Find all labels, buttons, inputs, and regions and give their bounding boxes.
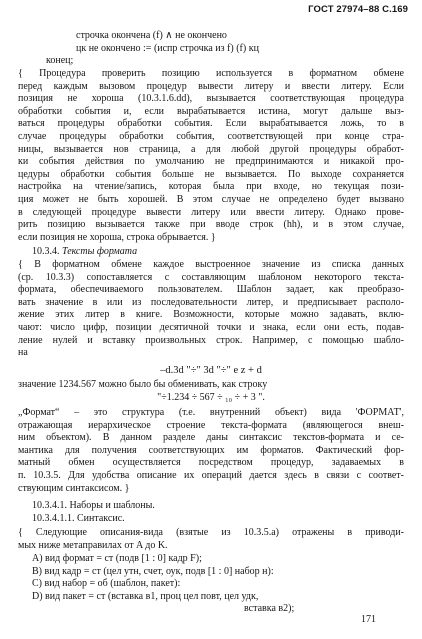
rule-line: B) вид кадр = ст (цел утн, счет, оук, подв [1 : 0] набор н): (32, 565, 274, 577)
metarules-list (18, 553, 404, 616)
rule-line: A) вид формат = ст (подв [1 : 0] кадр F); (32, 553, 202, 564)
text-line: вать значение в или из последовательности литер, и предписывает располо- (18, 296, 404, 308)
text-line: ним объектом). В данном разделе даны синтаксис текстов-формата и се- (18, 432, 404, 444)
text-line: ки события действия по умолчанию не предпринимаются и никакой про- (18, 156, 404, 168)
rule-line: C) вид набор = об (шаблон, пакет): (32, 578, 181, 590)
text-line: случае процедуры обработки события, соответствующей при конце стра- (18, 130, 404, 142)
text-line: ция может не быть хорошей. В этом случае не определено будет вызвано (18, 193, 404, 205)
format-example (18, 365, 404, 378)
subsection-title: 10.3.4.1. Наборы и шаблоны. (32, 500, 155, 511)
section-number: 10.3.4. (32, 246, 60, 257)
text-line: жение этих литер в книге. Возможности, которые можно задавать, вклю- (18, 309, 404, 321)
text-line: матный обмен осуществляется посредством процедур, задаваемых в (18, 457, 404, 469)
text-line: (ср. 10.3.3) сопоставляется с составляющим шаблоном некоторого текста- (18, 271, 404, 283)
paragraph-format-texts (18, 259, 404, 360)
section-title: Тексты формата (62, 246, 138, 257)
text-line: обработки события и, если вырабатывается истина, могут дальше выз- (18, 105, 404, 117)
text-line: { В форматном обмене каждое выстроенное значение из списка данных (18, 259, 404, 270)
text-line: перед каждым вызовом процедур вывести литеру и ввести литеру. Если (18, 80, 404, 92)
rule-line: вставка в2); (244, 603, 295, 615)
output-string: "÷1.234 ÷ 567 ÷ ₁₀ ÷ + 3 ". (157, 391, 265, 403)
text-line: { Процедура проверить позицию используется в форматном обмене (18, 68, 404, 79)
rule-line: D) вид пакет = ст (вставка в1, проц цел повт, цел удк, (32, 590, 259, 602)
text-line: ление нулей и вставку произвольных строк. Например, с помощью шабло- (18, 334, 404, 346)
text-line: в следующей процедуре вывести литеру или ввести литеру. Однако прове- (18, 206, 404, 218)
text-line: п. 10.3.5. Для удобства описание их операций дается здесь в связи с соответ- (18, 469, 404, 481)
text-line: „Формат“ – это структура (т.е. внутренний объект) вида 'ФОРМАТ', (18, 407, 404, 418)
section-heading (18, 246, 404, 259)
text-line: мых ниже метаправилах от A до K. (18, 539, 168, 551)
text-line: если позиция не хороша, строка обрывается. } (18, 231, 216, 243)
code-top (18, 30, 404, 68)
text-line: формата, обеспечиваемого пользователем. Шаблон задает, как преобразо- (18, 284, 404, 296)
paragraph-descriptions (18, 527, 404, 552)
text-line: на (18, 347, 28, 359)
value-line-block (18, 379, 404, 404)
format-pattern: –d.3d "÷" 3d "÷" e z + d (160, 365, 262, 376)
subsection-title: 10.3.4.1.1. Синтаксис. (32, 512, 125, 524)
paragraph-format-definition (18, 407, 404, 495)
text-line: мантика для получения соответствующих им форматов. Фактический фор- (18, 444, 404, 456)
code-line: конец; (46, 55, 74, 67)
page-header: ГОСТ 27974–88 С.169 (308, 4, 408, 15)
text-line: цедуры обработки события больше не вызывается. По выходе сохраняется (18, 168, 404, 180)
text-line: позиция не хороша (10.3.1.6.dd), вызывается соответствующая процедура (18, 93, 404, 105)
text-line: настройка на чтение/запись, которая была при входе, но текущая пози- (18, 181, 404, 193)
text-line: ствующим синтаксисом. } (18, 482, 130, 494)
text-line: чают: число цифр, позиции десятичной точки и знака, если они есть, подав- (18, 321, 404, 333)
text-line: рить позицию вызывается также при вводе строк (hh), и в этом случае, (18, 219, 404, 231)
text-line: { Следующие описания-вида (взятые из 10.3.5.а) отражены в приводи- (18, 527, 404, 538)
code-line: строчка окончена (f) ∧ не окончено (76, 30, 227, 41)
paragraph-check-position (18, 68, 404, 244)
page-number: 171 (361, 614, 376, 626)
subsection-headings (18, 500, 404, 525)
text-line: ницы, вызывается нов страница, а для любой другой процедуры обработ- (18, 143, 404, 155)
text-line: ваться процедуры обработки события. Если вырабатывается ложь, то в (18, 118, 404, 130)
value-line: значение 1234.567 можно было бы обменивать, как строку (18, 379, 268, 390)
text-line: отражающая иерархическое строение текста-формата (являющегося внеш- (18, 419, 404, 431)
code-line: цк не окончено := (испр строчка из f) (f) кц (76, 42, 259, 54)
